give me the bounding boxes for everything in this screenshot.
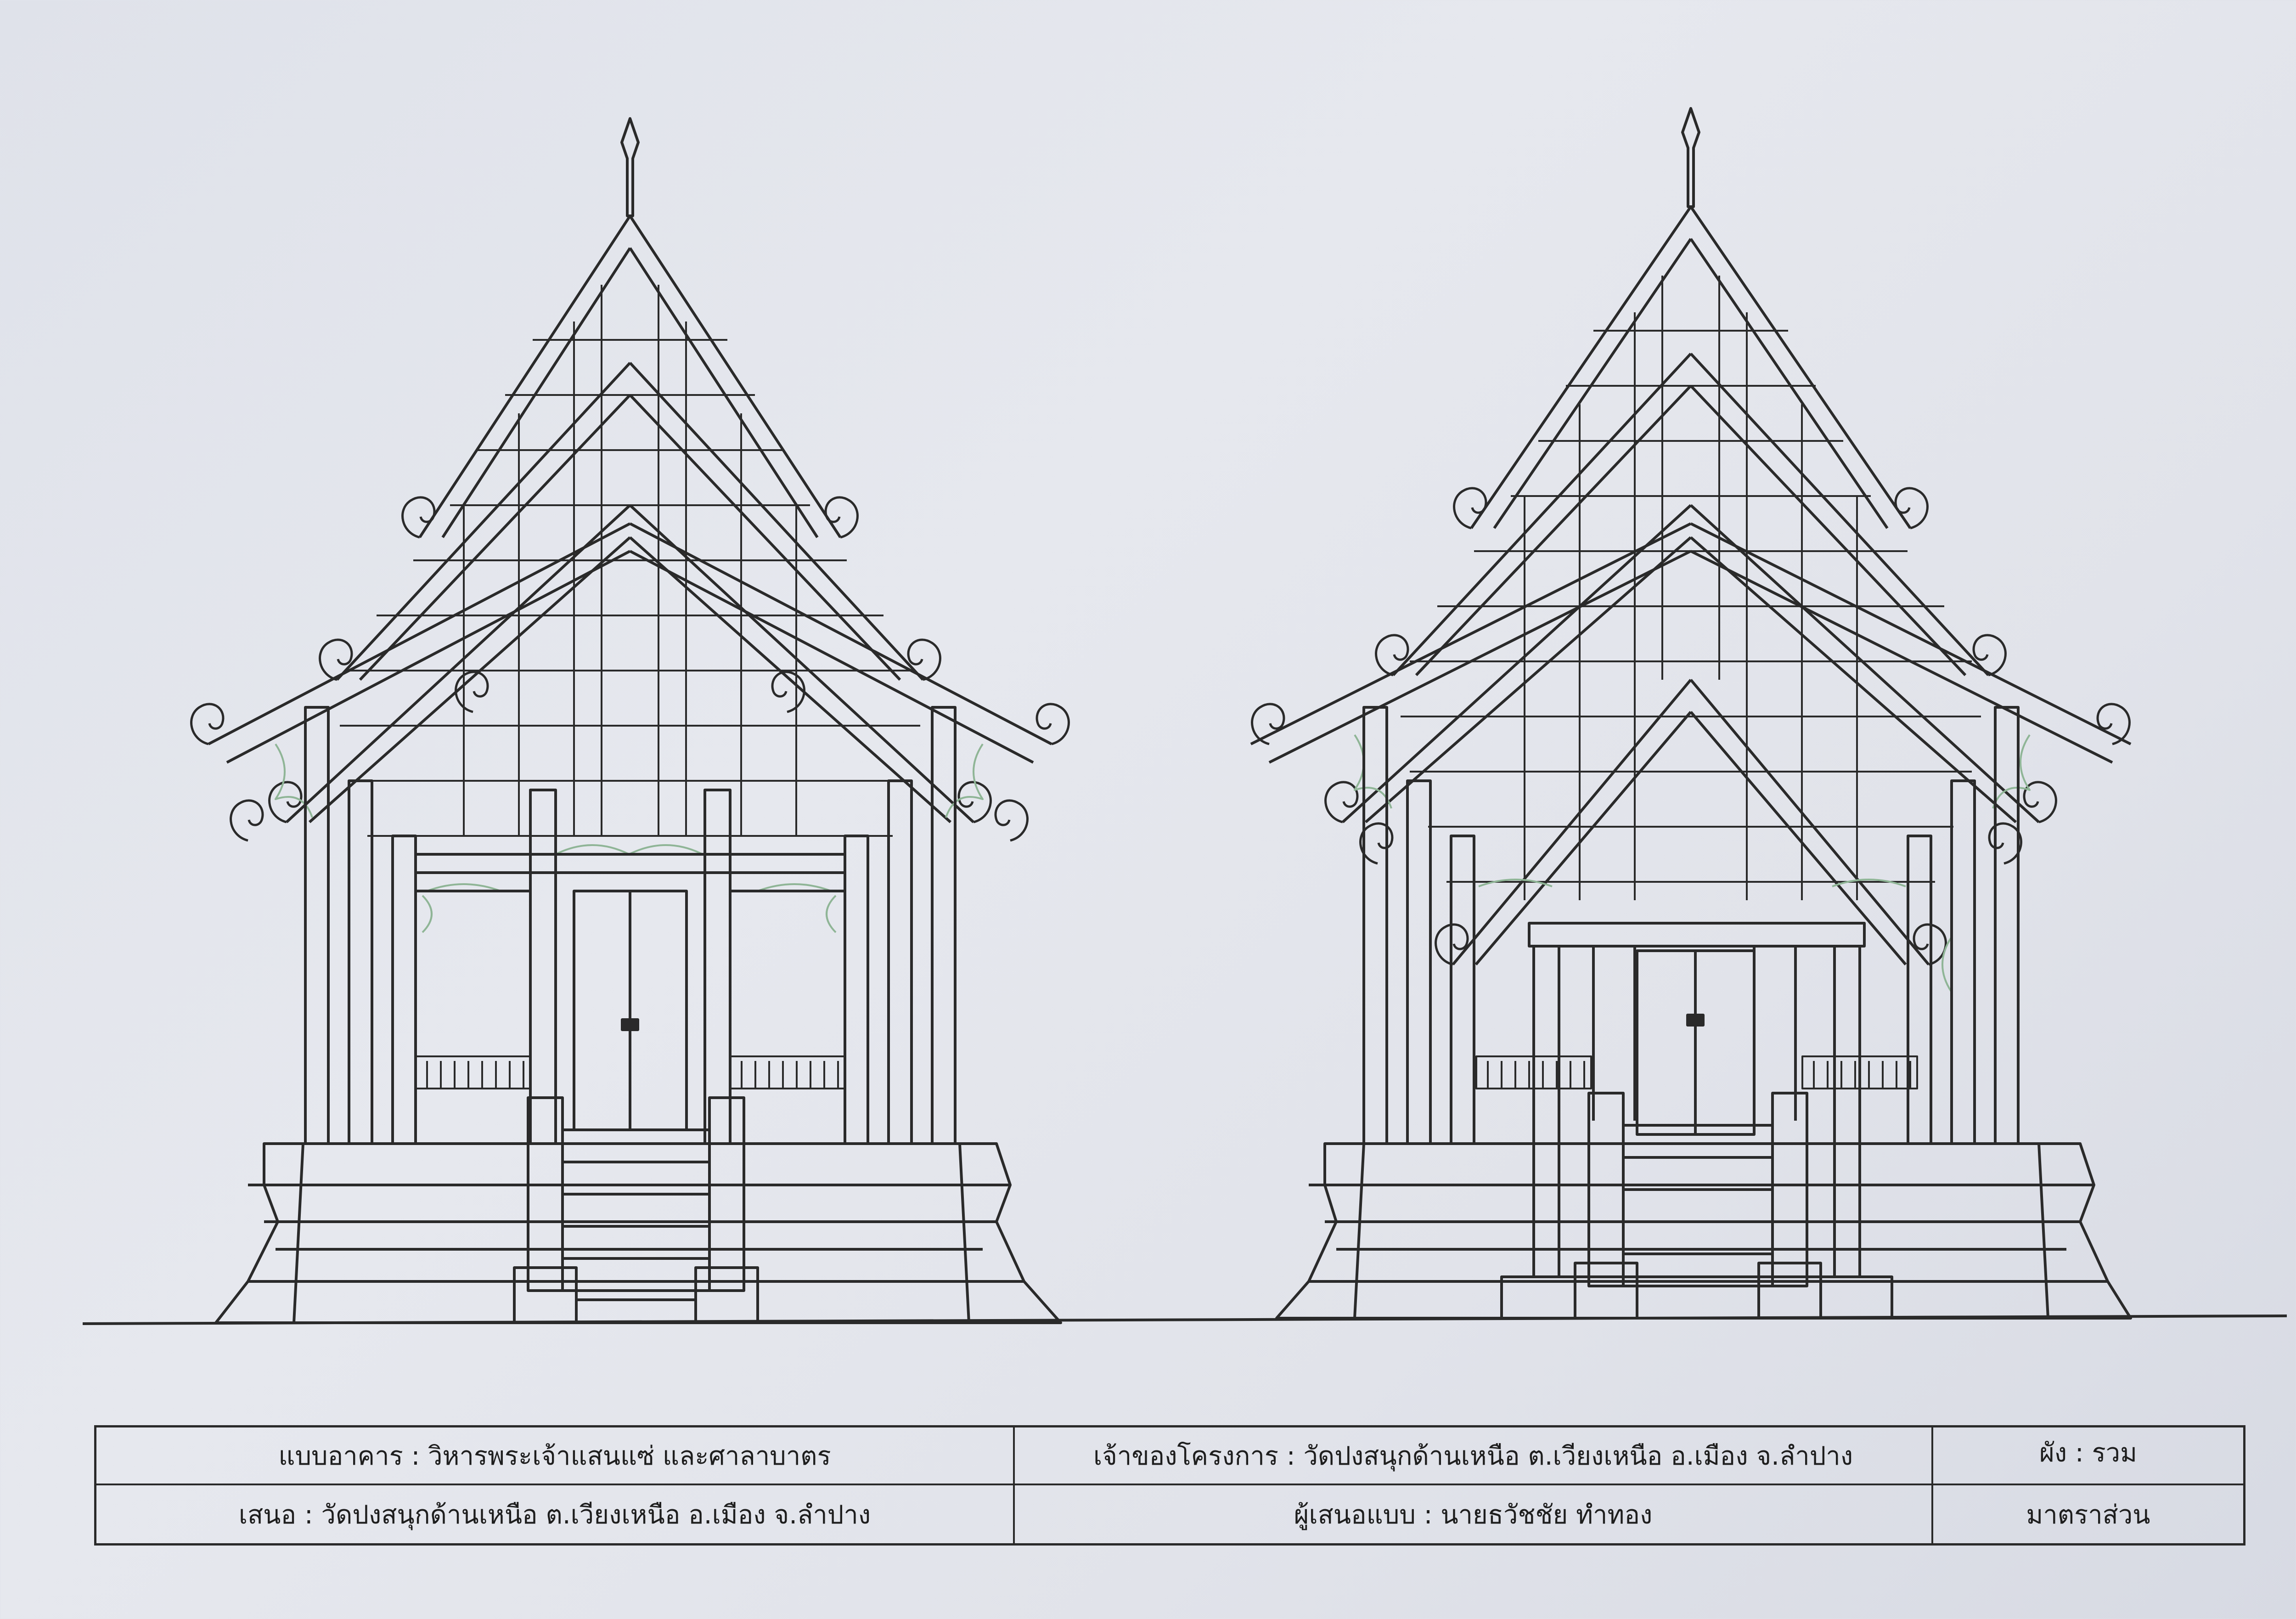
right-eaves (1251, 524, 2131, 762)
right-roof-tier-1 (1471, 207, 1910, 528)
project-owner-cell: เจ้าของโครงการ : วัดปงสนุกด้านเหนือ ต.เวียงเหนือ อ.เมือง จ.ลำปาง (1015, 1427, 1933, 1485)
designer-cell: ผู้เสนอแบบ : นายธวัชชัย ทำทอง (1015, 1485, 1933, 1543)
right-door (1637, 951, 1754, 1134)
scale-cell: มาตราส่วน (2026, 1500, 2150, 1530)
left-roof-tier-1 (420, 216, 840, 537)
left-gable-boards (340, 285, 920, 836)
right-finial (1683, 108, 1699, 207)
right-roof-tier-3 (1343, 505, 2039, 822)
right-kanok-ornaments (1252, 488, 2130, 965)
left-base (216, 1144, 1061, 1323)
right-gable-boards (1401, 276, 1981, 900)
left-finial (622, 118, 638, 216)
right-building (1251, 108, 2131, 1318)
left-building (191, 118, 1069, 1323)
left-door (574, 891, 687, 1130)
right-base (1277, 1144, 2131, 1318)
proposer-cell: เสนอ : วัดปงสนุกด้านเหนือ ต.เวียงเหนือ อ.เมือง จ.ลำปาง (96, 1485, 1015, 1543)
plan-cell: ผัง : รวม (1933, 1427, 2243, 1485)
building-name-cell: แบบอาคาร : วิหารพระเจ้าแสนแซ่ และศาลาบาตร (96, 1427, 1015, 1485)
right-green-brackets (1355, 735, 2030, 992)
left-stairs (514, 1098, 758, 1323)
title-block (94, 1425, 2245, 1546)
left-roof-tier-3 (287, 505, 974, 822)
